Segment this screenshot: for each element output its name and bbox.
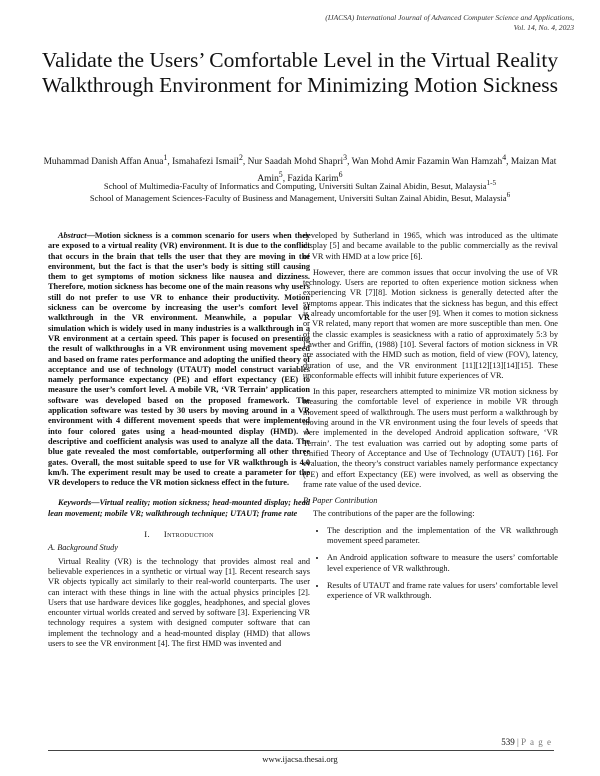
author-name: Wan Mohd Amir Fazamin Wan Hamzah — [351, 157, 503, 168]
subsection-heading-a: A. Background Study — [48, 543, 118, 553]
subsection-heading-b: B. Paper Contribution — [303, 496, 378, 506]
list-item: • Results of UTAUT and frame rate values for users’ comfortable level experience of VR walkthrough. — [327, 581, 558, 602]
author-name: Fazida Karim — [287, 173, 339, 184]
page-number — [501, 737, 552, 747]
author-sup: 4 — [502, 153, 507, 162]
page-number-value: 539 — [501, 737, 515, 747]
section-title: Introduction — [163, 529, 214, 540]
footer-rule — [48, 750, 554, 751]
paper-title: Validate the Users’ Comfortable Level in the Virtual Reality Walkthrough Environment for Minimizing Motion Sickness — [41, 48, 559, 97]
list-item: • An Android application software to measure the users’ comfortable level experience of VR walkthrough. — [327, 553, 558, 574]
affiliation-sup: 6 — [506, 191, 511, 199]
affiliation-text: School of Management Sciences-Faculty of Business and Management, Universiti Sultan Zainal Abidin, Besut, Malaysia — [89, 192, 507, 203]
journal-volume: Vol. 14, No. 4, 2023 — [513, 23, 574, 32]
affiliation-sup: 1-5 — [486, 179, 497, 187]
body-paragraph: Virtual Reality (VR) is the technology that provides almost real and believable experiences in a synthetic or virtual way [1]. Recent research says VR objects typically act similarly to their real-world counterparts. The user can interact with these things in line with the actual physics principles [2]. Users that use hardware devices like goggles, headphones, and special gloves encounter virtual worlds created and served by software [3]. Experiencing VR technology requires a system with designed computer software that can implement the technology and a head-mounted display (HMD) that allows users to see the VR environment [4]. The first HMD was invented and — [48, 556, 310, 648]
right-column — [303, 231, 558, 609]
author-name: Muhammad Danish Affan Anua — [43, 157, 164, 168]
abstract-label: Abstract — [58, 231, 87, 240]
left-column — [48, 231, 310, 655]
page-separator: | — [517, 737, 519, 747]
abstract-text: —Motion sickness is a common scenario for users when they are exposed to a virtual reality (VR) environment. It is due to the conflict that occurs in the brain that tells the user that they are moving in the environment, but the fact is that the user’s body is sitting still causing them to get symptoms of motion sickness like nausea and dizziness. Therefore, motion sickness has become one of the main reasons why users still do not prefer to use VR to enhance their productivity. Motion sickness can be overcome by increasing the user’s comfort level of walkthrough in the VR environment. Meanwhile, a popular VR simulation which is widely used in many industries is a walkthrough in a VR environment at a certain speed. This paper is focused on presenting the result of walkthroughs in a VR environment using movement speed and based on frame rates performance and adopting the unified theory of acceptance and use of technology (UTAUT) model construct variables namely performance expectancy (PE) and effort expectancy (EE) to measure the user’s comfort level. A mobile VR, ‘VR Terrain’ application software was developed based on the proposed framework. The application software was tested by 30 users by moving around in a VR environment with 4 different movement speeds that were implemented into four colored gates using a head-mounted display (HMD). A descriptive and coefficient analysis was used to analyze all the data. The blue gate revealed the most comfortable, outperforming all other three gates. Overall, the most suitable speed to use for VR walkthrough is 4.0 km/h. The experiment result may be used to create a parameter for the VR developers to reduce the VR motion sickness effect in the future. — [48, 231, 310, 488]
author-separator: , — [506, 157, 511, 168]
footer-url: www.ijacsa.thesai.org — [262, 754, 338, 764]
author-separator: , — [347, 157, 352, 168]
author-sup: 6 — [338, 169, 343, 179]
list-item: • The description and the implementation of the VR walkthrough movement speed parameter. — [327, 526, 558, 547]
author-separator: , — [242, 157, 248, 168]
page-word: P a g e — [521, 737, 552, 747]
author-name: Nur Saadah Mohd Shapri — [247, 157, 344, 168]
abstract — [48, 231, 310, 488]
affiliation-text: School of Multimedia-Faculty of Informatics and Computing, Universiti Sultan Zainal Abidin, Besut, Malaysia — [103, 180, 487, 191]
affiliation-2 — [30, 190, 570, 204]
author-name: Maizan Mat Amin — [257, 157, 557, 184]
body-paragraph: In this paper, researchers attempted to minimize VR motion sickness by measuring the comfortable level of experience in mobile VR through movement speed of walkthrough. The users must perform a walkthrough by moving around in the VR environment using the four levels of speeds that were implemented in the developed Android application software, ‘VR Terrain’. The test evaluation was carried out by adopting some parts of Unified Theory of Acceptance and Use of Technology (UTAUT) [16]. For evaluation, the theory’s construct variables namely performance expectancy (PE) and effort Expectancy (EE) were involved, as well as observing the frame rate value of the used device. — [303, 387, 558, 489]
author-separator: , — [167, 157, 173, 168]
author-sup: 2 — [238, 153, 243, 162]
contribution-list — [303, 526, 558, 602]
keywords-text: —Virtual reality; motion sickness; head-mounted display; head lean movement; mobile VR; walkthrough technique; UTAUT; frame rate — [48, 498, 310, 518]
keywords-label: Keywords — [58, 498, 92, 508]
section-heading — [48, 529, 310, 539]
body-paragraph: The contributions of the paper are the following: — [313, 509, 475, 519]
body-paragraph: However, there are common issues that occur involving the use of VR technology. Users are reported to often experience motion sickness when experiencing VR [7][8]. Motion sickness is generally detected after the symptoms appear. This indicates that the sickness has begun, and this effect is already uncomfortable for the user [9]. When it comes to motion sickness or VR related, many report that women are more susceptible than men. One of the classic examples is seasickness with a ratio of approximately 5:3 by Lawther and Griffin, (1988) [10]. Several factors of motion sickness in VR are associated with the HMD such as motion, field of view (FOV), latency, duration of use, and the VR environment [11][12][13][14][15]. These unconformable effects will inhibit future experiences of VR. — [303, 267, 558, 380]
journal-header — [325, 13, 574, 33]
author-name: Ismahafezi Ismail — [172, 157, 239, 168]
author-sup: 1 — [163, 153, 168, 162]
author-sup: 5 — [278, 169, 283, 179]
body-paragraph: developed by Sutherland in 1965, which was introduced as the ultimate display [5] and became available to the public commercially as the revival of VR with HMD at a low price [6]. — [303, 231, 558, 261]
section-number: I. — [144, 529, 150, 540]
author-sup: 3 — [343, 153, 348, 162]
author-separator: , — [282, 173, 288, 184]
keywords — [48, 498, 310, 519]
journal-name: (IJACSA) International Journal of Advanced Computer Science and Applications, — [325, 13, 574, 22]
